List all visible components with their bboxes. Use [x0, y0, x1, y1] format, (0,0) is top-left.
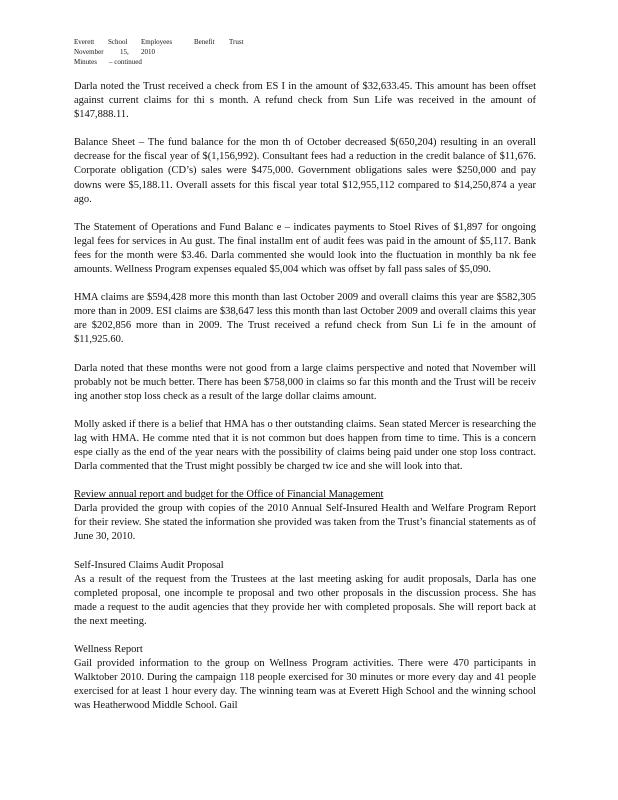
section-text: Gail provided information to the group on Wellness Program activities. There were 470 participants in Walktober 2010. During the campaign 118 people exercised for 30 minutes or more every day and 41 people exercised for at least 1 hour every day. The winning team was at Everett High School and the winning school was Heatherwood Middle School. Gail [74, 658, 536, 712]
paragraph-balance-sheet: Balance Sheet – The fund balance for the mon th of October decreased $(650,204) resulting in an overall decrease for the fiscal year of $(1,156,992). Consultant fees had a reduction in the credit balance of $11,676. Corporate obligation (CD’s) sales were $475,000. Government obligations sales were $250,000 and pay downs were $5,188.11. Overall assets for this fiscal year total $12,955,112 compared to $14,250,874 a year ago. [74, 137, 536, 205]
header-word: Minutes [74, 58, 97, 66]
section-text: Darla provided the group with copies of the 2010 Annual Self-Insured Health and Welfare Program Report for their review. She stated the information she provided was taken from the Trust’s financial statements as of June 30, 2010. [74, 503, 536, 543]
section-heading: Wellness Report [74, 644, 143, 655]
section-heading: Self-Insured Claims Audit Proposal [74, 559, 224, 571]
header-word: 15, [120, 48, 129, 56]
header-word: – continued [109, 58, 142, 66]
header-word: Trust [229, 38, 244, 46]
header-word: 2010 [141, 48, 155, 56]
minutes-body [74, 80, 536, 713]
paragraph-molly-question: Molly asked if there is a belief that HMA has o ther outstanding claims. Sean stated Mercer is researching the lag with HMA. He comme nted that it is not common but does happen from time to time. This is a concern espe cially as the end of the year nears with the possibility of claims being paid under one stop loss contract. Darla commented that the Trust might possibly be charged tw ice and she will look into that. [74, 418, 536, 473]
section-heading: Review annual report and budget for the Office of Financial Management [74, 489, 384, 501]
paragraph-claims-perspective: Darla noted that these months were not good from a large claims perspective and noted that November will probably not be much better. There has been $758,000 in claims so far this month and the Trust will be receiv ing another stop loss check as a result of the large dollar claims amount. [74, 362, 536, 402]
header-word: Everett [74, 38, 95, 46]
paragraph-trust-refund: Darla noted the Trust received a check from ES I in the amount of $32,633.45. This amount has been offset against current claims for thi s month. A refund check from Sun Life was received in the amount of $147,888.11. [74, 81, 536, 121]
header-word: Benefit [194, 38, 215, 46]
header-word: Employees [141, 38, 173, 46]
section-wellness-report [74, 643, 536, 713]
paragraph-hma-claims: HMA claims are $594,428 more this month than last October 2009 and overall claims this year are $582,305 more than in 2009. ESI claims are $38,647 less this month than last October 2009 and overall claims this year are $202,856 more than in 2009. The Trust received a refund check from Sun Li fe in the amount of $11,925.60. [74, 292, 536, 346]
header-word: School [108, 38, 128, 46]
section-text: As a result of the request from the Trustees at the last meeting asking for audit proposals, Darla has one completed proposal, one incomple te proposal and two other proposals in the discussion process. She has made a request to the audit agencies that they provide her with completed proposals. She will report back at the next meeting. [74, 573, 536, 627]
header-word: November [74, 48, 104, 56]
section-audit-proposal [74, 559, 536, 629]
paragraph-statement-operations: The Statement of Operations and Fund Balanc e – indicates payments to Stoel Rives of $1,897 for ongoing legal fees for services in Au gust. The final installm ent of audit fees was paid in the amount of $5,117. Bank fees for the month were $3.46. Darla commented she would look into the fluctuation in monthly ba nk fee amounts. Wellness Program expenses equaled $5,004 which was offset by fall pass sales of $5,090. [74, 221, 536, 276]
section-annual-report [74, 488, 536, 544]
